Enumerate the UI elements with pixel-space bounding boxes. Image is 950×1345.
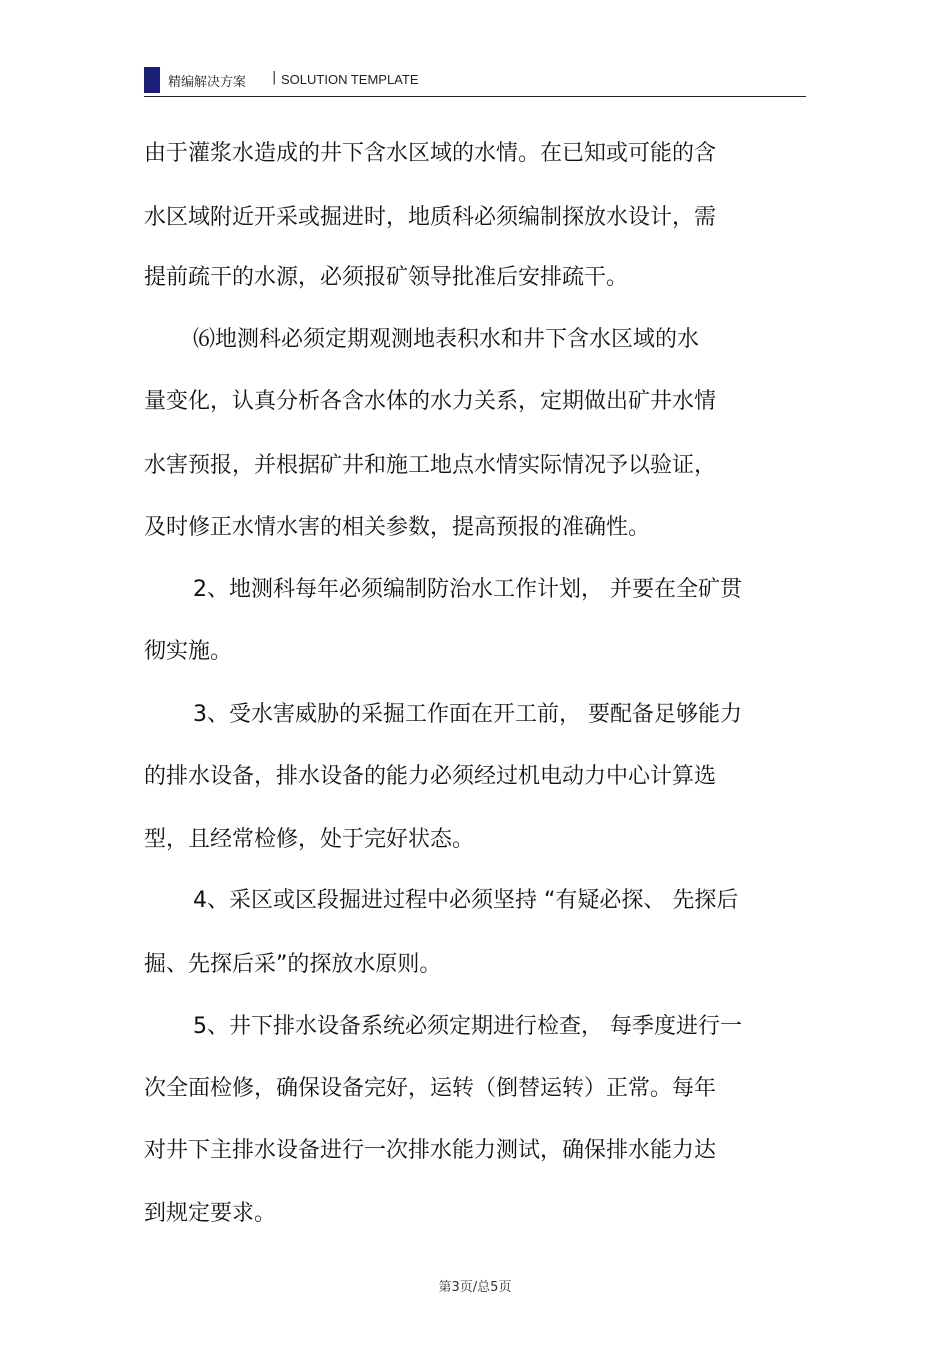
body-line: 水区域附近开采或掘进时，地质科必须编制探放水设计，需	[144, 205, 717, 230]
header-template-label: SOLUTION TEMPLATE	[281, 72, 419, 87]
page-header	[144, 66, 806, 97]
page-number: 第3页/总5页	[438, 1280, 512, 1295]
body-line: 彻实施。	[144, 639, 233, 664]
body-line: 4、采区或区段掘进过程中必须坚持 “有疑必探、 先探后	[193, 888, 739, 913]
body-line: 提前疏干的水源，必须报矿领导批准后安排疏干。	[144, 265, 629, 290]
body-line: 水害预报，并根据矿井和施工地点水情实际情况予以验证，	[144, 453, 717, 478]
body-line: 型，且经常检修，处于完好状态。	[144, 827, 475, 852]
body-line: 3、受水害威胁的采掘工作面在开工前， 要配备足够能力	[193, 702, 742, 727]
body-line: 对井下主排水设备进行一次排水能力测试，确保排水能力达	[144, 1138, 717, 1163]
logo-icon	[144, 67, 160, 93]
body-line: 2、地测科每年必须编制防治水工作计划， 并要在全矿贯	[193, 577, 742, 602]
body-line: 5、井下排水设备系统必须定期进行检查， 每季度进行一	[193, 1014, 742, 1039]
body-line: 由于灌浆水造成的井下含水区域的水情。在已知或可能的含	[144, 141, 717, 166]
header-separator: |	[272, 70, 277, 85]
body-line: 的排水设备，排水设备的能力必须经过机电动力中心计算选	[144, 764, 717, 789]
body-line: 掘、先探后采”的探放水原则。	[144, 952, 442, 977]
header-brand: 精编解决方案	[168, 75, 247, 90]
body-line: 次全面检修，确保设备完好，运转（倒替运转）正常。每年	[144, 1076, 717, 1101]
body-line: ⑹地测科必须定期观测地表积水和井下含水区域的水	[193, 327, 700, 352]
body-line: 及时修正水情水害的相关参数，提高预报的准确性。	[144, 515, 651, 540]
body-line: 量变化，认真分析各含水体的水力关系，定期做出矿井水情	[144, 389, 717, 414]
body-line: 到规定要求。	[144, 1201, 277, 1226]
